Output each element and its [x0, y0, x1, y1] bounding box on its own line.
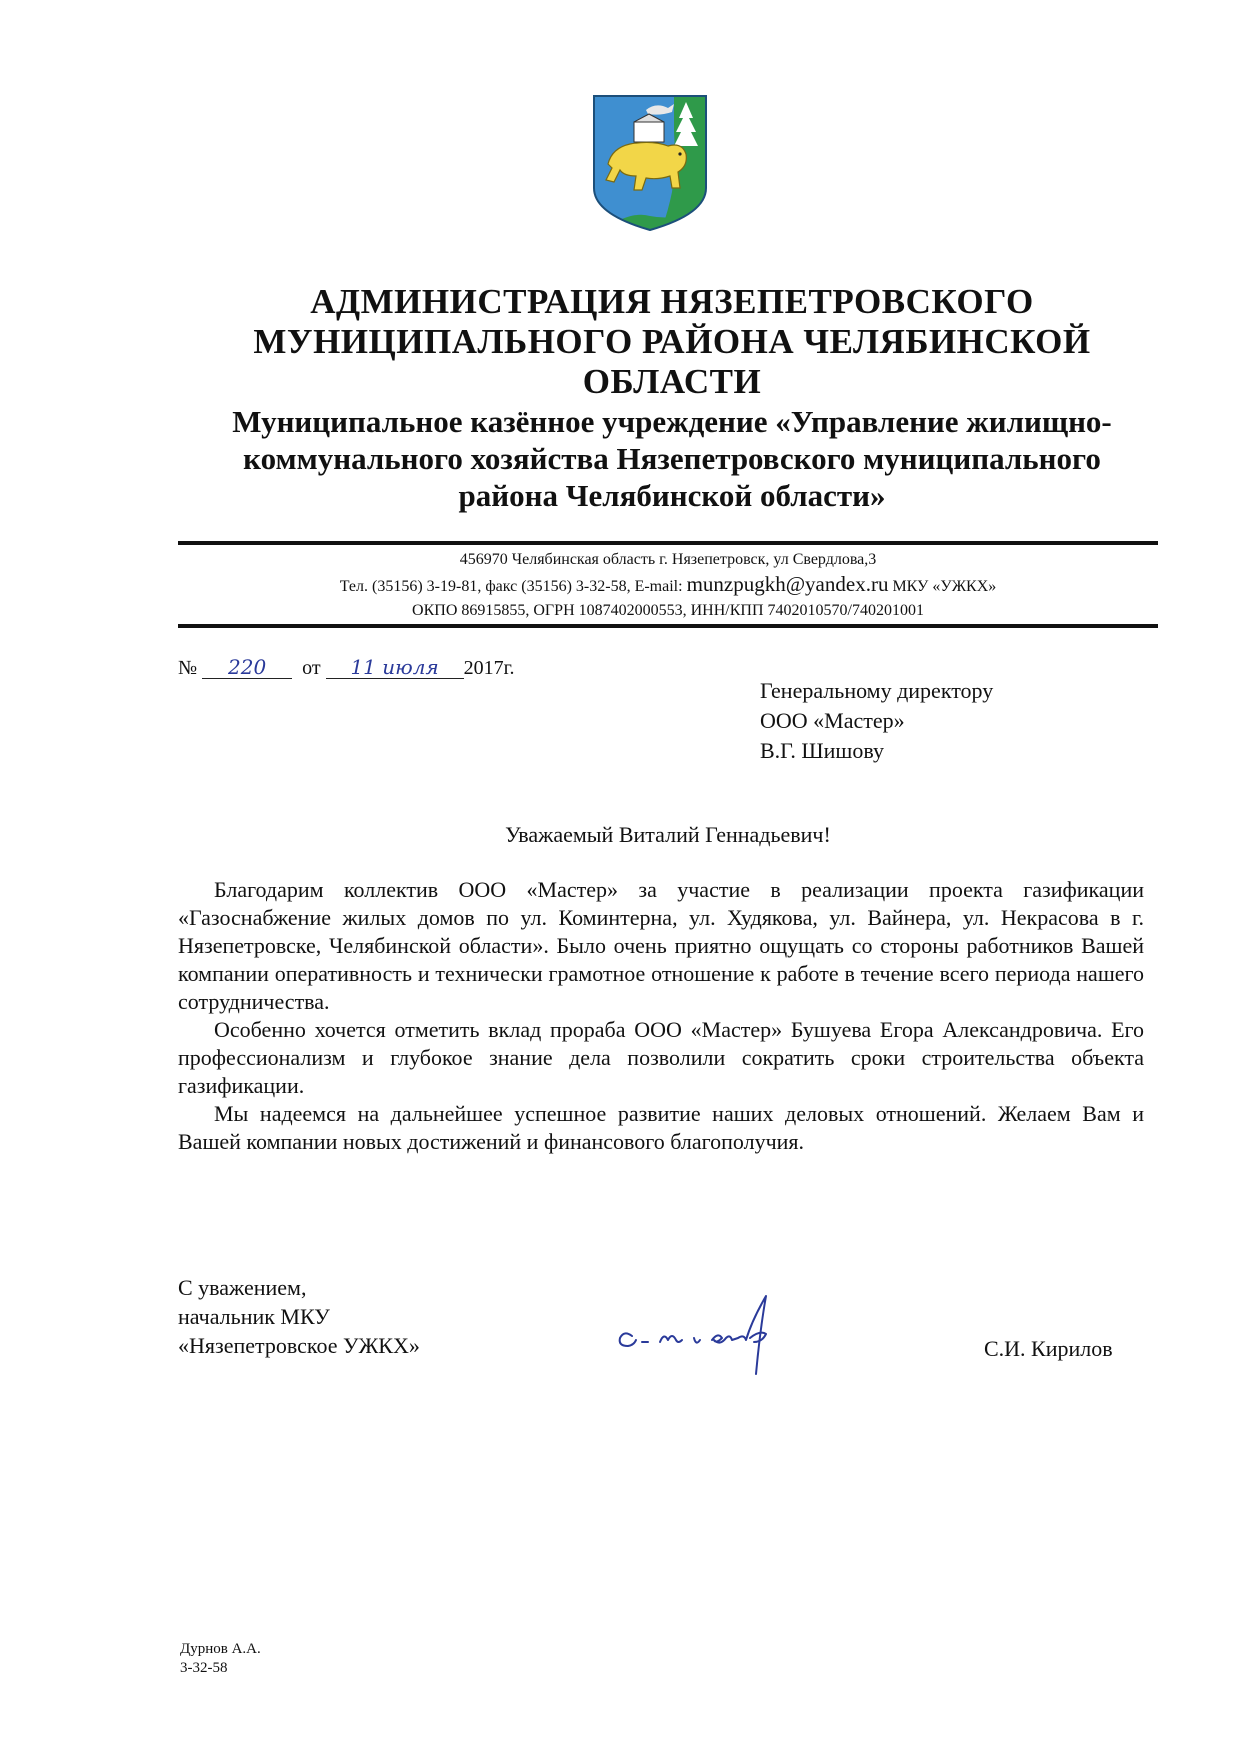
body-paragraph-3: Мы надеемся на дальнейшее успешное развитие наших деловых отношений. Желаем Вам и Вашей компании новых достижений и финансового благополучия.	[178, 1101, 1144, 1154]
addressee-position: Генеральному директору	[760, 678, 994, 703]
letter-body	[178, 876, 1144, 1156]
letter-reference	[178, 654, 515, 682]
addressee-name: В.Г. Шишову	[760, 738, 884, 763]
signer-organization: «Нязепетровское УЖКХ»	[178, 1333, 420, 1358]
header-rule-top	[178, 541, 1158, 545]
organization-subtitle: Муниципальное казённое учреждение «Управление жилищно- коммунального хозяйства Нязепетровского муниципального района Челябинской области»	[232, 404, 1112, 513]
contact-block	[178, 548, 1158, 623]
coat-of-arms-icon	[590, 92, 710, 234]
email-address: munzpugkh@yandex.ru	[686, 572, 889, 596]
registry-line: ОКПО 86915855, ОГРН 1087402000553, ИНН/КПП 7402010570/740201001	[412, 602, 924, 619]
executor-name: Дурнов А.А.	[180, 1641, 261, 1657]
letter-year: 2017г.	[463, 657, 515, 679]
date-label: от	[302, 657, 321, 679]
executor-note	[180, 1640, 261, 1678]
closing-regards: С уважением,	[178, 1275, 307, 1300]
phone-suffix: МКУ «УЖКХ»	[892, 578, 997, 595]
number-label: №	[178, 657, 198, 679]
letter-number: 220	[202, 656, 292, 679]
header-rule-bottom	[178, 624, 1158, 628]
greeting: Уважаемый Виталий Геннадьевич!	[505, 822, 831, 847]
signer-name: С.И. Кирилов	[984, 1336, 1113, 1361]
addressee-block	[760, 676, 993, 766]
closing-block	[178, 1273, 420, 1360]
body-paragraph-1: Благодарим коллектив ООО «Мастер» за участие в реализации проекта газификации «Газоснабжение жилых домов по ул. Коминтерна, ул. Худякова, ул. Вайнера, ул. Некрасова в г. Нязепетровске, Челябинской области». Было очень приятно ощущать со стороны работников Вашей компании оперативность и технически грамотное отношение к работе в течение всего периода нашего сотрудничества.	[178, 877, 1144, 1014]
phone-prefix: Тел. (35156) 3-19-81, факс (35156) 3-32-58, E-mail:	[339, 578, 683, 595]
letter-date: 11 июля	[326, 656, 464, 679]
address-line: 456970 Челябинская область г. Нязепетровск, ул Свердлова,3	[459, 551, 877, 568]
executor-phone: 3-32-58	[180, 1660, 228, 1676]
organization-title: АДМИНИСТРАЦИЯ НЯЗЕПЕТРОВСКОГО МУНИЦИПАЛЬНОГО РАЙОНА ЧЕЛЯБИНСКОЙ ОБЛАСТИ	[253, 282, 1091, 401]
signer-position: начальник МКУ	[178, 1304, 330, 1329]
handwritten-signature	[610, 1290, 820, 1380]
addressee-company: ООО «Мастер»	[760, 708, 905, 733]
phone-line	[178, 572, 1158, 599]
body-paragraph-2: Особенно хочется отметить вклад прораба ООО «Мастер» Бушуева Егора Александровича. Его профессионализм и глубокое знание дела позволили сократить сроки строительства объекта газификации.	[178, 1017, 1144, 1098]
